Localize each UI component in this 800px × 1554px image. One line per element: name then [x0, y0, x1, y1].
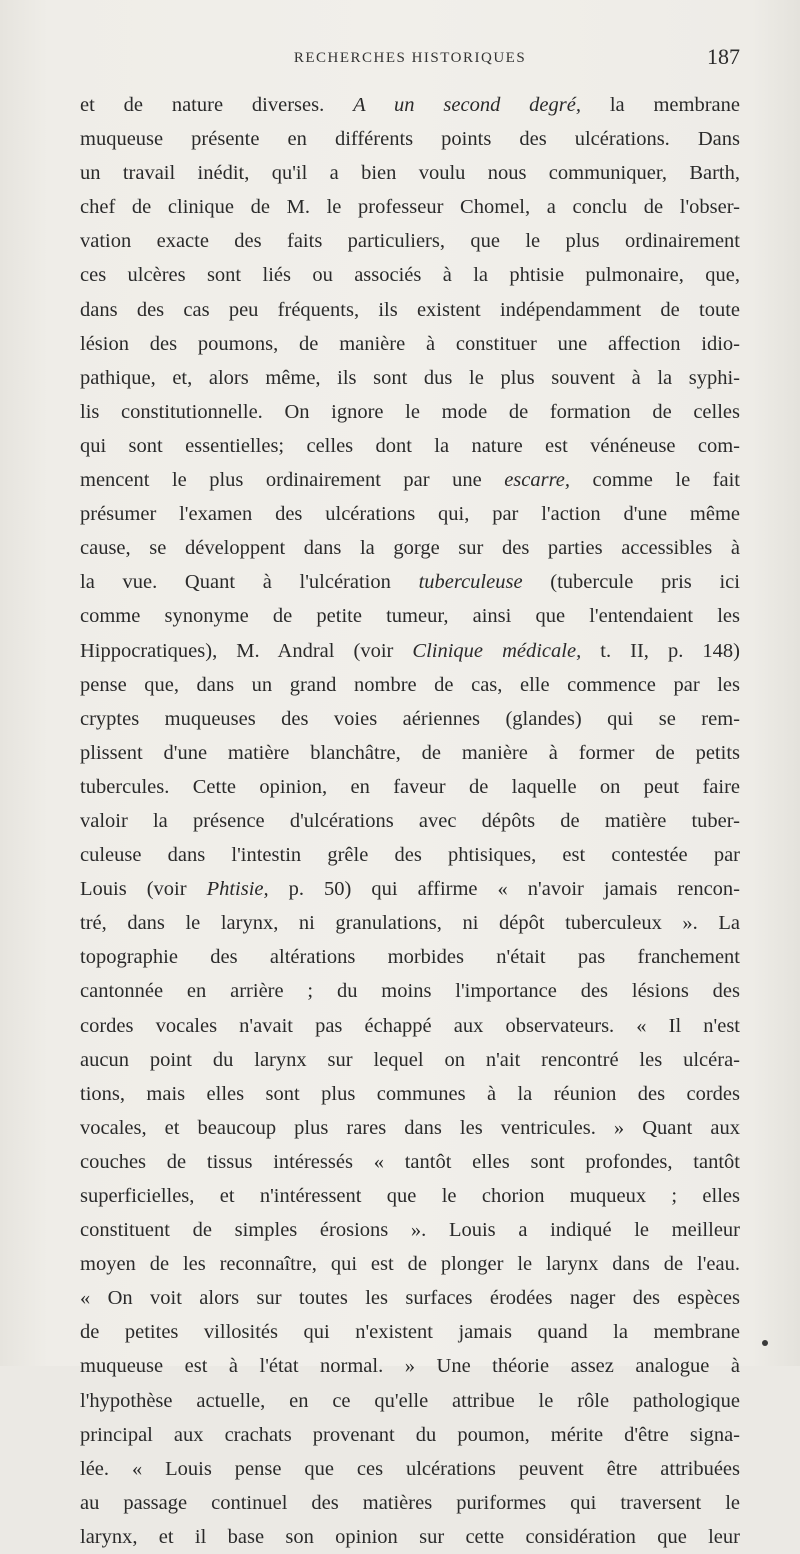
- text-line: comme synonyme de petite tumeur, ainsi que l'entendaient les: [80, 605, 740, 628]
- text-line: cryptes muqueuses des voies aériennes (glandes) qui se rem-: [80, 707, 740, 730]
- text-line: au passage continuel des matières puriformes qui traversent le: [80, 1491, 740, 1514]
- text-line: muqueuse est à l'état normal. » Une théorie assez analogue à: [80, 1355, 740, 1378]
- text-line: principal aux crachats provenant du poumon, mérite d'être signa-: [80, 1423, 740, 1446]
- text-line: vocales, et beaucoup plus rares dans les ventricules. » Quant aux: [80, 1116, 740, 1139]
- text-line: lésion des poumons, de manière à constituer une affection idio-: [80, 332, 740, 355]
- text-line: couches de tissus intéressés « tantôt elles sont profondes, tantôt: [80, 1150, 740, 1173]
- text-line: Hippocratiques), M. Andral (voir Clinique médicale, t. II, p. 148): [80, 639, 740, 662]
- text-line: de petites villosités qui n'existent jamais quand la membrane: [80, 1321, 740, 1344]
- text-line: ces ulcères sont liés ou associés à la phtisie pulmonaire, que,: [80, 264, 740, 287]
- body-text: [80, 88, 740, 1554]
- text-line: muqueuse présente en différents points des ulcérations. Dans: [80, 128, 740, 151]
- italic-text: Phtisie,: [206, 878, 269, 901]
- text-line: l'hypothèse actuelle, en ce qu'elle attribue le rôle pathologique: [80, 1389, 740, 1412]
- text-line: vation exacte des faits particuliers, que le plus ordinairement: [80, 230, 740, 253]
- text-line: « On voit alors sur toutes les surfaces érodées nager des espèces: [80, 1287, 740, 1310]
- text-line: dans des cas peu fréquents, ils existent indépendamment de toute: [80, 298, 740, 321]
- text-line: cordes vocales n'avait pas échappé aux observateurs. « Il n'est: [80, 1014, 740, 1037]
- page-number: 187: [707, 44, 740, 69]
- text-line: moyen de les reconnaître, qui est de plonger le larynx dans de l'eau.: [80, 1253, 740, 1276]
- text-line: tubercules. Cette opinion, en faveur de laquelle on peut faire: [80, 775, 740, 798]
- text-line: la vue. Quant à l'ulcération tuberculeuse (tubercule pris ici: [80, 571, 740, 594]
- text-line: qui sont essentielles; celles dont la nature est vénéneuse com-: [80, 434, 740, 457]
- italic-text: Clinique médicale,: [412, 639, 582, 662]
- text-line: lée. « Louis pense que ces ulcérations peuvent être attribuées: [80, 1457, 740, 1480]
- text-line: superficielles, et n'intéressent que le chorion muqueux ; elles: [80, 1185, 740, 1207]
- italic-text: escarre,: [504, 469, 571, 492]
- italic-text: A un second degré,: [353, 94, 581, 116]
- text-line: pathique, et, alors même, ils sont dus le plus souvent à la syphi-: [80, 366, 740, 389]
- text-line: chef de clinique de M. le professeur Chomel, a conclu de l'obser-: [80, 196, 740, 219]
- running-head: [80, 44, 740, 72]
- text-line: valoir la présence d'ulcérations avec dépôts de matière tuber-: [80, 809, 740, 832]
- text-line: aucun point du larynx sur lequel on n'ait rencontré les ulcéra-: [80, 1048, 740, 1071]
- text-line: larynx, et il base son opinion sur cette considération que leur: [80, 1525, 740, 1548]
- text-line: constituent de simples érosions ». Louis a indiqué le meilleur: [80, 1219, 740, 1242]
- text-line: présumer l'examen des ulcérations qui, par l'action d'une même: [80, 503, 740, 526]
- text-line: lis constitutionnelle. On ignore le mode de formation de celles: [80, 400, 740, 423]
- text-line: tions, mais elles sont plus communes à la réunion des cordes: [80, 1082, 740, 1105]
- margin-mark: [762, 1340, 768, 1346]
- text-line: mencent le plus ordinairement par une escarre, comme le fait: [80, 469, 740, 492]
- text-line: et de nature diverses. A un second degré, la membrane: [80, 94, 740, 116]
- text-line: culeuse dans l'intestin grêle des phtisiques, est contestée par: [80, 844, 740, 867]
- text-line: pense que, dans un grand nombre de cas, elle commence par les: [80, 673, 740, 696]
- text-line: cantonnée en arrière ; du moins l'importance des lésions des: [80, 980, 740, 1003]
- text-line: Louis (voir Phtisie, p. 50) qui affirme « n'avoir jamais rencon-: [80, 878, 740, 901]
- running-title: RECHERCHES HISTORIQUES: [293, 50, 527, 66]
- text-line: un travail inédit, qu'il a bien voulu nous communiquer, Barth,: [80, 162, 740, 185]
- text-line: tré, dans le larynx, ni granulations, ni dépôt tuberculeux ». La: [80, 912, 740, 935]
- italic-text: tuberculeuse: [418, 571, 523, 594]
- text-line: plissent d'une matière blanchâtre, de manière à former de petits: [80, 741, 740, 764]
- text-line: cause, se développent dans la gorge sur des parties accessibles à: [80, 537, 740, 560]
- text-line: topographie des altérations morbides n'était pas franchement: [80, 946, 740, 969]
